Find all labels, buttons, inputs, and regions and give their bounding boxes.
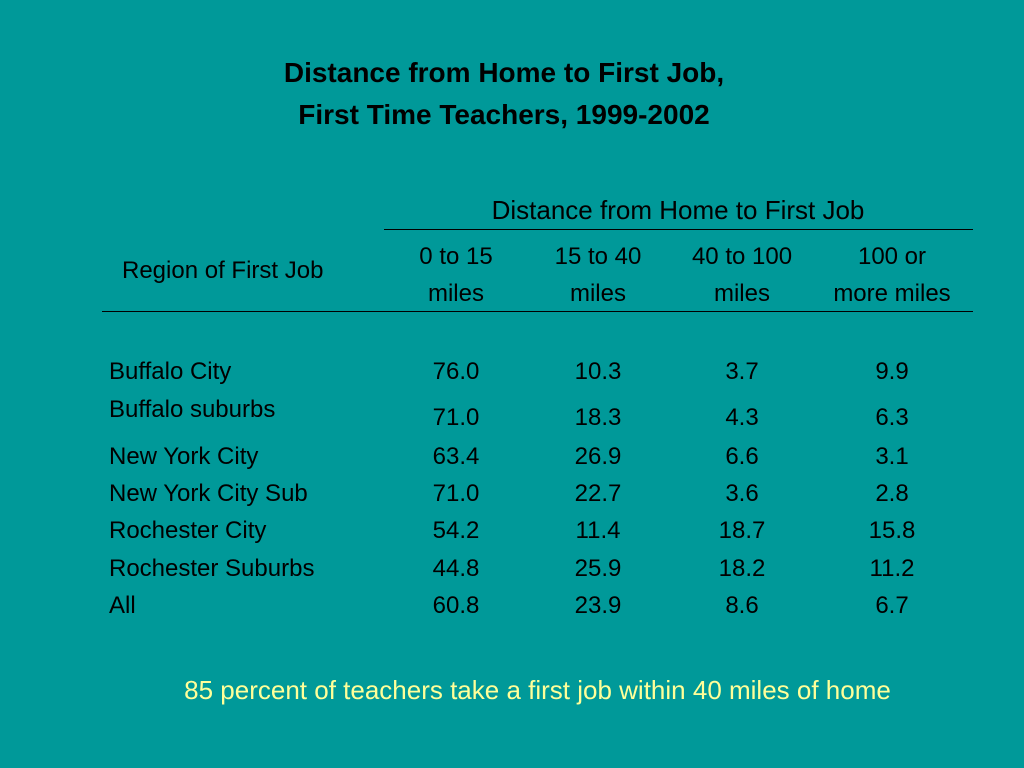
table-cell: 54.2	[432, 517, 480, 544]
row-label: All	[109, 592, 136, 619]
row-label: Rochester Suburbs	[109, 555, 315, 582]
table-cell: 3.6	[725, 480, 759, 507]
slide-title-line1: Distance from Home to First Job,	[283, 57, 725, 88]
table-cell: 10.3	[574, 358, 622, 385]
table-cell: 3.1	[875, 443, 909, 470]
column-header-line1: 0 to 15	[419, 243, 493, 270]
table-cell: 26.9	[574, 443, 622, 470]
column-header-line2: miles	[713, 280, 770, 307]
table-cell: 25.9	[574, 555, 622, 582]
column-header-40-100	[672, 238, 812, 312]
table-cell: 18.3	[574, 404, 622, 431]
table-cell: 60.8	[432, 592, 480, 619]
column-header-100-plus	[812, 238, 972, 312]
table-cell: 6.7	[875, 592, 909, 619]
table-cell: 9.9	[875, 358, 909, 385]
header-divider-rule	[102, 311, 973, 312]
table-cell: 4.3	[725, 404, 759, 431]
column-header-line1: 100 or	[857, 243, 927, 270]
row-label: New York City Sub	[109, 480, 308, 507]
table-cell: 2.8	[875, 480, 909, 507]
column-header-line2: more miles	[833, 280, 951, 307]
row-label: Rochester City	[109, 517, 267, 544]
table-cell: 22.7	[574, 480, 622, 507]
row-label: Buffalo suburbs	[109, 396, 276, 423]
table-cell: 6.6	[725, 443, 759, 470]
table-cell: 18.7	[718, 517, 766, 544]
column-header-0-15	[396, 238, 516, 312]
table-cell: 71.0	[432, 480, 480, 507]
slide-title-line2: First Time Teachers, 1999-2002	[298, 99, 710, 130]
group-header-rule	[384, 229, 973, 230]
column-header-line1: 40 to 100	[691, 243, 793, 270]
table-cell: 15.8	[868, 517, 916, 544]
table-cell: 44.8	[432, 555, 480, 582]
column-header-line1: 15 to 40	[554, 243, 642, 270]
table-cell: 11.2	[869, 555, 915, 582]
row-label: New York City	[109, 443, 259, 470]
table-cell: 18.2	[718, 555, 766, 582]
table-cell: 71.0	[432, 404, 480, 431]
summary-footnote: 85 percent of teachers take a first job within 40 miles of home	[184, 675, 891, 705]
column-header-line2: miles	[427, 280, 484, 307]
distance-group-header: Distance from Home to First Job	[491, 195, 865, 225]
region-column-header: Region of First Job	[122, 257, 324, 284]
table-cell: 76.0	[432, 358, 480, 385]
column-header-line2: miles	[569, 280, 626, 307]
table-cell: 23.9	[574, 592, 622, 619]
column-header-15-40	[538, 238, 658, 312]
table-cell: 8.6	[725, 592, 759, 619]
table-cell: 3.7	[725, 358, 759, 385]
row-label: Buffalo City	[109, 358, 232, 385]
table-cell: 63.4	[432, 443, 480, 470]
table-cell: 11.4	[575, 517, 621, 544]
table-cell: 6.3	[875, 404, 909, 431]
